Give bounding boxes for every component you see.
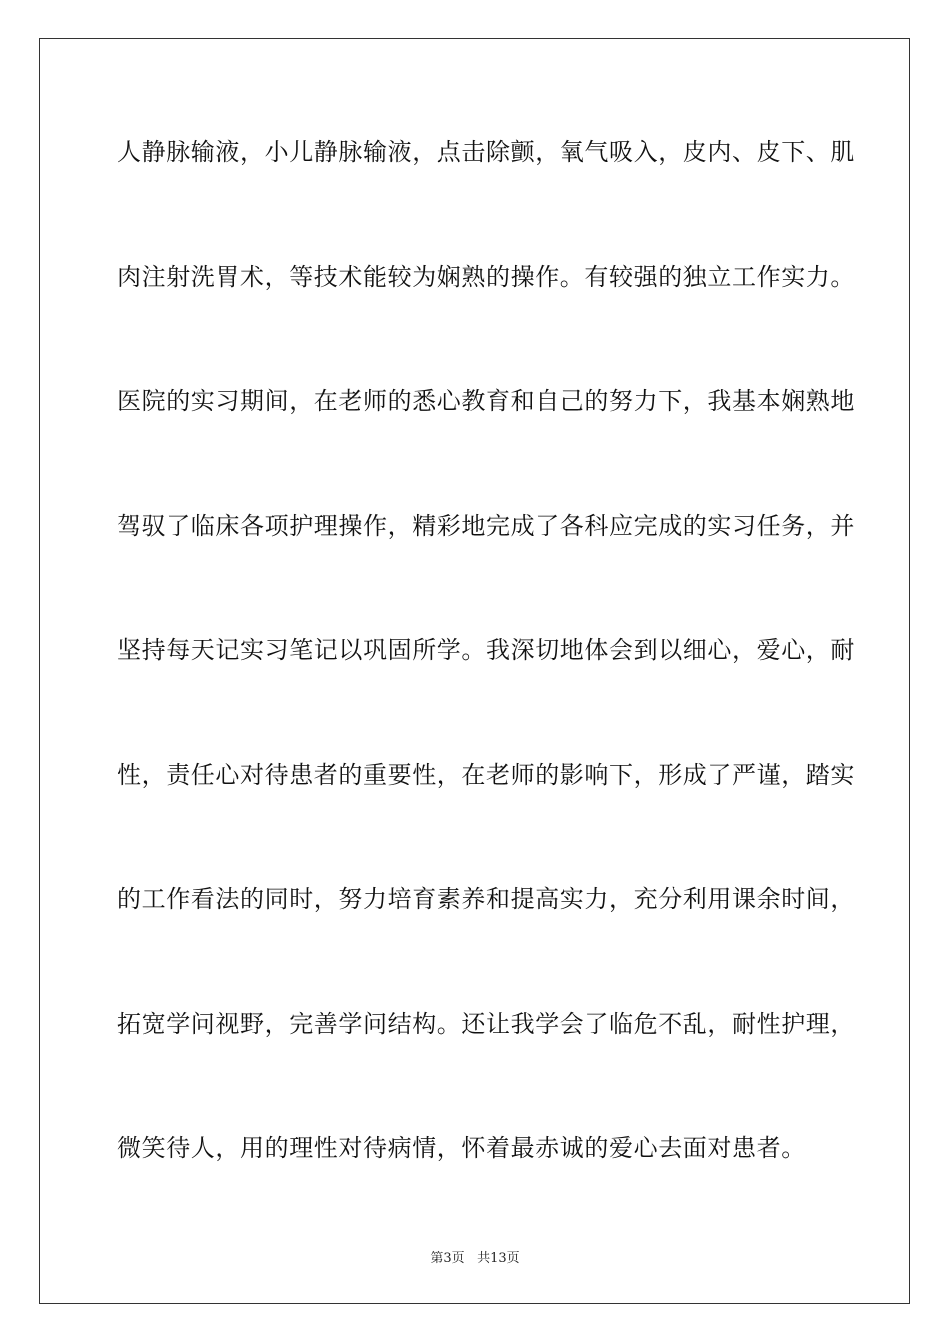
text-line: 医院的实习期间，在老师的悉心教育和自己的努力下，我基本娴熟地: [117, 387, 855, 415]
text-line: 肉注射洗胃术，等技术能较为娴熟的操作。有较强的独立工作实力。: [117, 263, 855, 291]
page-footer: [0, 1247, 950, 1266]
page-frame: [39, 38, 910, 1304]
text-line: 坚持每天记实习笔记以巩固所学。我深切地体会到以细心，爱心，耐: [117, 636, 855, 664]
page-number: 第3页: [430, 1251, 465, 1266]
text-line: 微笑待人，用的理性对待病情，怀着最赤诚的爱心去面对患者。: [117, 1134, 806, 1162]
text-line: 人静脉输液，小儿静脉输液，点击除颤，氧气吸入，皮内、皮下、肌: [117, 138, 855, 166]
page-total: 共13页: [477, 1251, 520, 1266]
text-line: 的工作看法的同时，努力培育素养和提高实力，充分利用课余时间，: [117, 885, 855, 913]
text-line: 拓宽学问视野，完善学问结构。还让我学会了临危不乱，耐性护理，: [117, 1010, 855, 1038]
text-line: 性，责任心对待患者的重要性，在老师的影响下，形成了严谨，踏实: [117, 761, 855, 789]
text-line: 驾驭了临床各项护理操作，精彩地完成了各科应完成的实习任务，并: [117, 512, 855, 540]
